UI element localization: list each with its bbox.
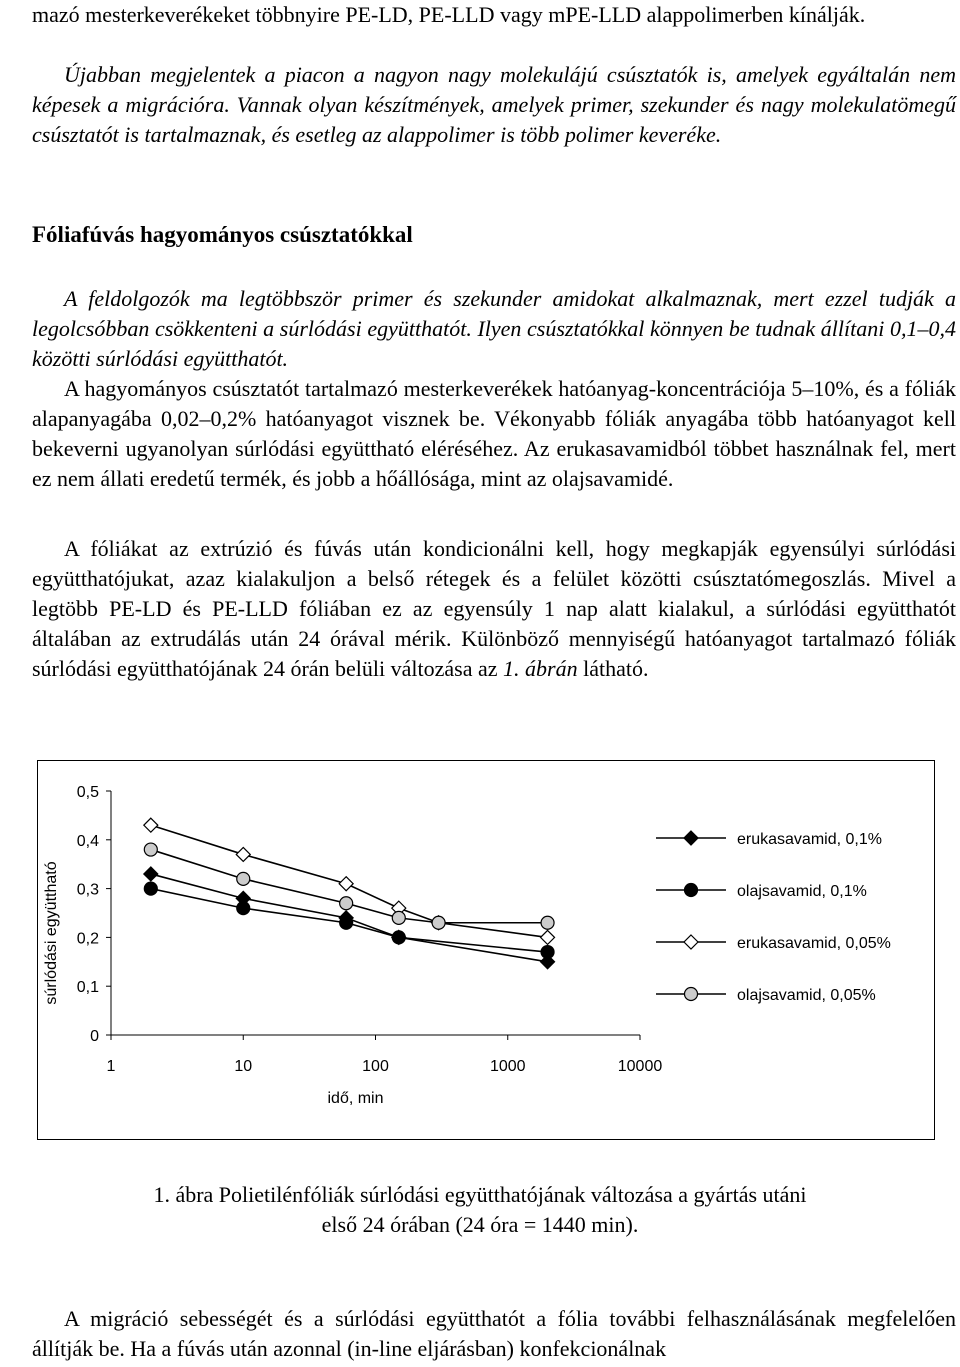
paragraph-concentration: A hagyományos csúsztatót tartalmazó mesterkeverékek hatóanyag-koncentrációja 5–10%, és a fóliák alapanyagába 0,02–0,2% hatóanyagot visznek be. Vékonyabb fóliák anyagába több hatóanyagot kell bekeverni ugyanolyan súrlódási együttható eléréséhez. Az erukasavamidból többet használnak fel, mert ez nem állati eredetű termék, és jobb a hőállósága, mint az olajsavamidé. <box>32 376 956 491</box>
legend-label: olajsavamid, 0,1% <box>737 883 867 900</box>
paragraph-conditioning <box>32 534 956 684</box>
y-axis-label: súrlódási együttható <box>43 861 60 1005</box>
caption-line-1: 1. ábra Polietilénfóliák súrlódási együtthatójának változása a gyártás utáni <box>153 1182 807 1207</box>
legend-marker <box>685 988 698 1001</box>
x-tick-label: 1 <box>106 1058 116 1075</box>
y-tick-label: 0,2 <box>76 930 99 948</box>
data-point <box>236 847 250 861</box>
data-point <box>340 916 353 929</box>
legend-label: olajsavamid, 0,05% <box>737 987 876 1004</box>
legend-marker <box>684 831 698 845</box>
data-point <box>392 931 405 944</box>
y-tick-label: 0,1 <box>76 979 99 997</box>
legend-label: erukasavamid, 0,1% <box>737 831 882 848</box>
x-tick-label: 10 <box>234 1058 253 1075</box>
y-tick-label: 0,3 <box>76 881 99 899</box>
legend-label: erukasavamid, 0,05% <box>737 935 891 952</box>
paragraph-amides: A feldolgozók ma legtöbbször primer és szekunder amidokat alkalmaznak, mert ezzel tudják a legolcsóbban csökkenteni a súrlódási együtthatót. Ilyen csúsztatókkal könnyen be tudnak állítani 0,1–0,4 közötti súrlódási együtthatót. <box>32 286 956 371</box>
paragraph-conditioning-end: látható. <box>577 656 649 681</box>
x-axis-label: idő, min <box>327 1090 384 1107</box>
data-point <box>144 843 157 856</box>
figure-reference: 1. ábrán <box>503 656 578 681</box>
x-tick-label: 100 <box>362 1058 389 1075</box>
data-point <box>392 911 405 924</box>
x-tick-label: 1000 <box>489 1058 526 1075</box>
paragraph-large-molecule-slip: Újabban megjelentek a piacon a nagyon nagy molekulájú csúsztatók is, amelyek egyáltalán nem képesek a migrációra. Vannak olyan készítmények, amelyek primer, szekunder és nagy molekulatömegű csúsztatót is tartalmaznak, és esetleg az alappolimer is több polimer keveréke. <box>32 62 956 147</box>
data-point <box>541 946 554 959</box>
figure-chart <box>37 760 935 1140</box>
data-point <box>432 916 445 929</box>
y-tick-label: 0,5 <box>76 784 99 801</box>
x-tick-label: 10000 <box>617 1058 663 1075</box>
y-tick-label: 0 <box>90 1028 99 1045</box>
paragraph-conditioning-text: A fóliákat az extrúzió és fúvás után kondicionálni kell, hogy megkapják egyensúlyi súrlódási együtthatójukat, azaz kialakuljon a belső rétegek és a felület közötti csúsztatómegoszlás. Mivel a legtöbb PE-LD és PE-LLD fóliában ez az egyensúly 1 nap alatt kialakul, a súrlódási együtthatót általában az extrudálás után 24 órával mérik. Különböző mennyiségű hatóanyagot tartalmazó fóliák súrlódási együtthatójának 24 órán belüli változása az <box>32 536 956 681</box>
data-point <box>237 872 250 885</box>
y-tick-label: 0,4 <box>76 832 99 850</box>
paragraph-migration: A migráció sebességét és a súrlódási együtthatót a fólia további felhasználásának megfelelően állítják be. Ha a fúvás után azonnal (in-line eljárásban) konfekcionálnak <box>32 1306 956 1361</box>
data-point <box>237 902 250 915</box>
data-point <box>144 867 158 881</box>
caption-line-2: első 24 órában (24 óra = 1440 min). <box>321 1212 639 1237</box>
section-heading: Fóliafúvás hagyományos csúsztatókkal <box>32 222 413 247</box>
data-point <box>541 916 554 929</box>
figure-caption <box>0 1180 960 1240</box>
data-point <box>340 897 353 910</box>
data-point <box>144 818 158 832</box>
paragraph-intro: mazó mesterkeverékeket többnyire PE-LD, PE-LLD vagy mPE-LLD alappolimerben kínálják. <box>32 2 866 27</box>
friction-chart <box>38 761 936 1141</box>
legend-marker <box>685 884 698 897</box>
data-point <box>144 882 157 895</box>
legend-marker <box>684 935 698 949</box>
data-point <box>541 930 555 944</box>
data-point <box>339 877 353 891</box>
